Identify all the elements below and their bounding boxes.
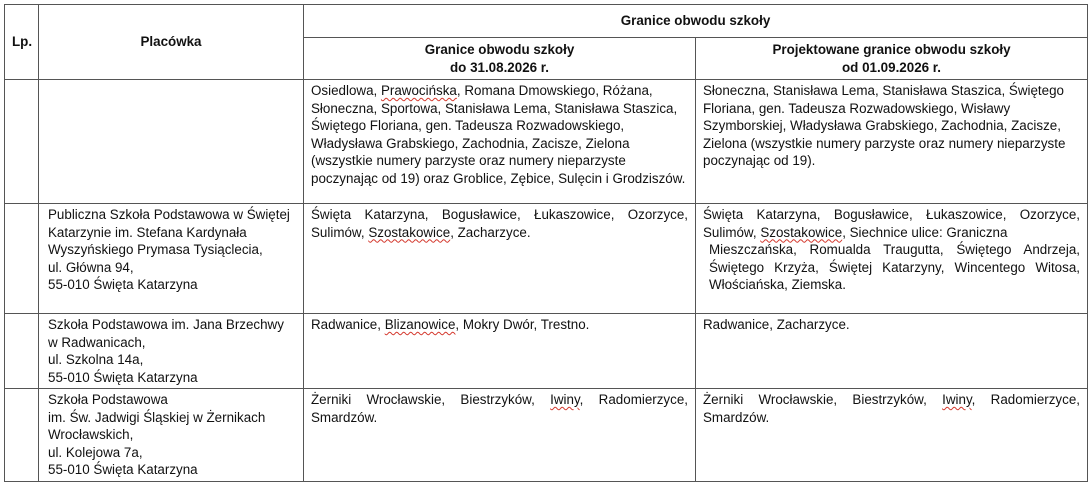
header-group: Granice obwodu szkoły: [304, 5, 1088, 38]
school-name: Publiczna Szkoła Podstawowa w Świętej Katarzynie im. Stefana Kardynała Wyszyńskiego Prymasa Tysiąclecia,: [48, 207, 290, 257]
current-text: Żerniki Wrocławskie, Biestrzyków,: [311, 392, 551, 407]
spellcheck-word: Prawocińska: [380, 83, 457, 98]
current-text: , Mokry Dwór, Trestno.: [455, 317, 590, 332]
spellcheck-word: Iwiny: [942, 392, 972, 407]
school-city: 55-010 Święta Katarzyna: [48, 369, 198, 385]
row-current-boundaries: [304, 389, 696, 482]
spellcheck-word: Szostakowice: [368, 224, 451, 240]
planned-text: , Radomierzyce, Smardzów.: [703, 392, 1080, 425]
header-planned: [696, 38, 1088, 80]
planned-text: Słoneczna, Stanisława Lema, Stanisława Staszica, Świętego Floriana, gen. Tadeusza Rozwadowskiego, Wisławy Szymborskiej, Władysława Grabskiego, Zachodnia, Zacisze, Zielona (wszystkie numery parzyste oraz numery nieparzyste poczynając od 19).: [703, 83, 1066, 168]
row-place: [39, 204, 304, 314]
table-row: [5, 314, 1088, 389]
table-row: [5, 389, 1088, 482]
planned-text: Żerniki Wrocławskie, Biestrzyków,: [703, 392, 943, 407]
row-planned-boundaries: [696, 389, 1088, 482]
header-placowka: Placówka: [39, 5, 304, 80]
row-place: [39, 389, 304, 482]
row-place: [39, 80, 304, 204]
current-text: Osiedlowa,: [311, 83, 381, 98]
school-street: ul. Główna 94,: [48, 259, 134, 275]
row-current-boundaries: [304, 314, 696, 389]
current-text: Radwanice,: [311, 317, 385, 332]
current-text: , Zacharzyce.: [450, 224, 531, 240]
row-current-boundaries: [304, 204, 696, 314]
current-text: , Romana Dmowskiego, Różana, Słoneczna, Sportowa, Stanisława Lema, Stanisława Staszica, Świętego Floriana, gen. Tadeusza Rozwadowskiego, Władysława Grabskiego, Zachodnia, Zacisze, Zielona (wszystkie numery parzyste oraz numery nieparzyste poczynając od 19) oraz Groblice, Zębice, Sulęcin i Grodziszów.: [311, 83, 686, 186]
spellcheck-word: Blizanowice: [384, 317, 456, 332]
row-planned-boundaries: [696, 204, 1088, 314]
row-place: [39, 314, 304, 389]
current-text: , Radomierzyce, Smardzów.: [311, 392, 688, 425]
table-row: [5, 80, 1088, 204]
current-text: Święta Katarzyna, Bogusławice, Łukaszowice, Ozorzyce, Sulimów,: [311, 207, 688, 240]
row-current-boundaries: [304, 80, 696, 204]
header-lp: Lp.: [5, 5, 39, 80]
header-current-line2: do 31.08.2026 r.: [449, 59, 549, 75]
planned-text: , Siechnice ulice: Graniczna: [842, 224, 1008, 240]
school-street: ul. Kolejowa 7a,: [48, 444, 143, 460]
school-name: im. Św. Jadwigi Śląskiej w Żernikach Wrocławskich,: [48, 409, 266, 442]
row-planned-boundaries: [696, 80, 1088, 204]
school-boundaries-table: [4, 4, 1088, 482]
row-lp: [5, 389, 39, 482]
header-planned-line1: Projektowane granice obwodu szkoły: [772, 42, 1011, 57]
planned-text: Święta Katarzyna, Bogusławice, Łukaszowice, Ozorzyce, Sulimów,: [703, 207, 1080, 240]
header-current: [304, 38, 696, 80]
header-planned-line2: od 01.09.2026 r.: [841, 59, 941, 75]
header-current-line1: Granice obwodu szkoły: [424, 42, 575, 57]
school-name: Szkoła Podstawowa im. Jana Brzechwy w Radwanicach,: [48, 317, 284, 350]
spellcheck-word: Szostakowice: [760, 224, 843, 240]
spellcheck-word: Iwiny: [550, 392, 580, 407]
school-city: 55-010 Święta Katarzyna: [48, 277, 198, 292]
row-lp: [5, 204, 39, 314]
table-row: [5, 204, 1088, 314]
row-planned-boundaries: [696, 314, 1088, 389]
row-lp: [5, 314, 39, 389]
school-street: ul. Szkolna 14a,: [48, 352, 144, 367]
school-name: Szkoła Podstawowa: [48, 392, 168, 407]
planned-text: Radwanice, Zacharzyce.: [703, 317, 850, 332]
planned-text: Mieszczańska, Romualda Traugutta, Świętego Andrzeja, Świętego Krzyża, Świętej Katarzyny, Wincentego Witosa, Włościańska, Ziemska.: [709, 242, 1080, 292]
row-lp: [5, 80, 39, 204]
school-city: 55-010 Święta Katarzyna: [48, 462, 198, 477]
